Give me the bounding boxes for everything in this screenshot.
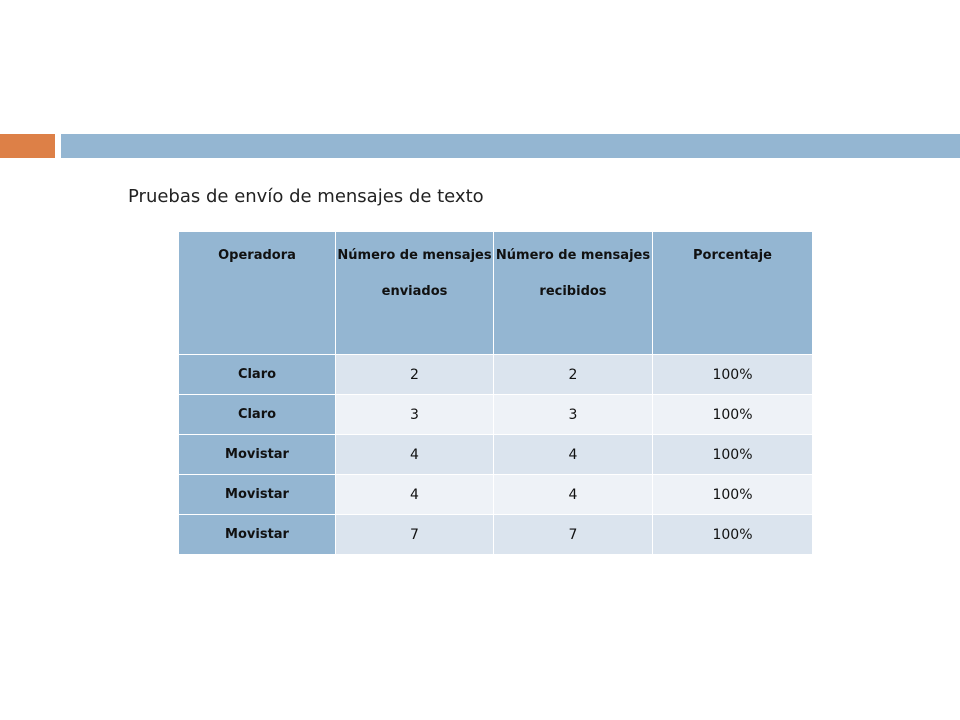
accent-bar-orange [0, 134, 55, 158]
cell-operator: Claro [179, 355, 336, 395]
accent-bar-blue [61, 134, 960, 158]
cell-operator: Movistar [179, 435, 336, 475]
cell-received: 3 [494, 395, 653, 435]
table-row [179, 435, 813, 475]
cell-percentage: 100% [653, 355, 813, 395]
table-row [179, 515, 813, 555]
table-row [179, 355, 813, 395]
cell-operator: Movistar [179, 515, 336, 555]
slide-title: Pruebas de envío de mensajes de texto [128, 186, 484, 207]
header-percentage: Porcentaje [653, 232, 813, 355]
cell-operator: Movistar [179, 475, 336, 515]
cell-percentage: 100% [653, 395, 813, 435]
cell-sent: 4 [336, 435, 494, 475]
cell-sent: 3 [336, 395, 494, 435]
cell-sent: 4 [336, 475, 494, 515]
cell-operator: Claro [179, 395, 336, 435]
table-header-row [179, 232, 813, 355]
cell-received: 2 [494, 355, 653, 395]
table-row [179, 475, 813, 515]
cell-received: 7 [494, 515, 653, 555]
messages-table [178, 231, 813, 555]
header-operator: Operadora [179, 232, 336, 355]
cell-sent: 7 [336, 515, 494, 555]
cell-percentage: 100% [653, 515, 813, 555]
cell-sent: 2 [336, 355, 494, 395]
cell-percentage: 100% [653, 435, 813, 475]
header-sent: Número de mensajes enviados [336, 232, 494, 355]
cell-percentage: 100% [653, 475, 813, 515]
table-row [179, 395, 813, 435]
cell-received: 4 [494, 475, 653, 515]
header-received: Número de mensajes recibidos [494, 232, 653, 355]
cell-received: 4 [494, 435, 653, 475]
